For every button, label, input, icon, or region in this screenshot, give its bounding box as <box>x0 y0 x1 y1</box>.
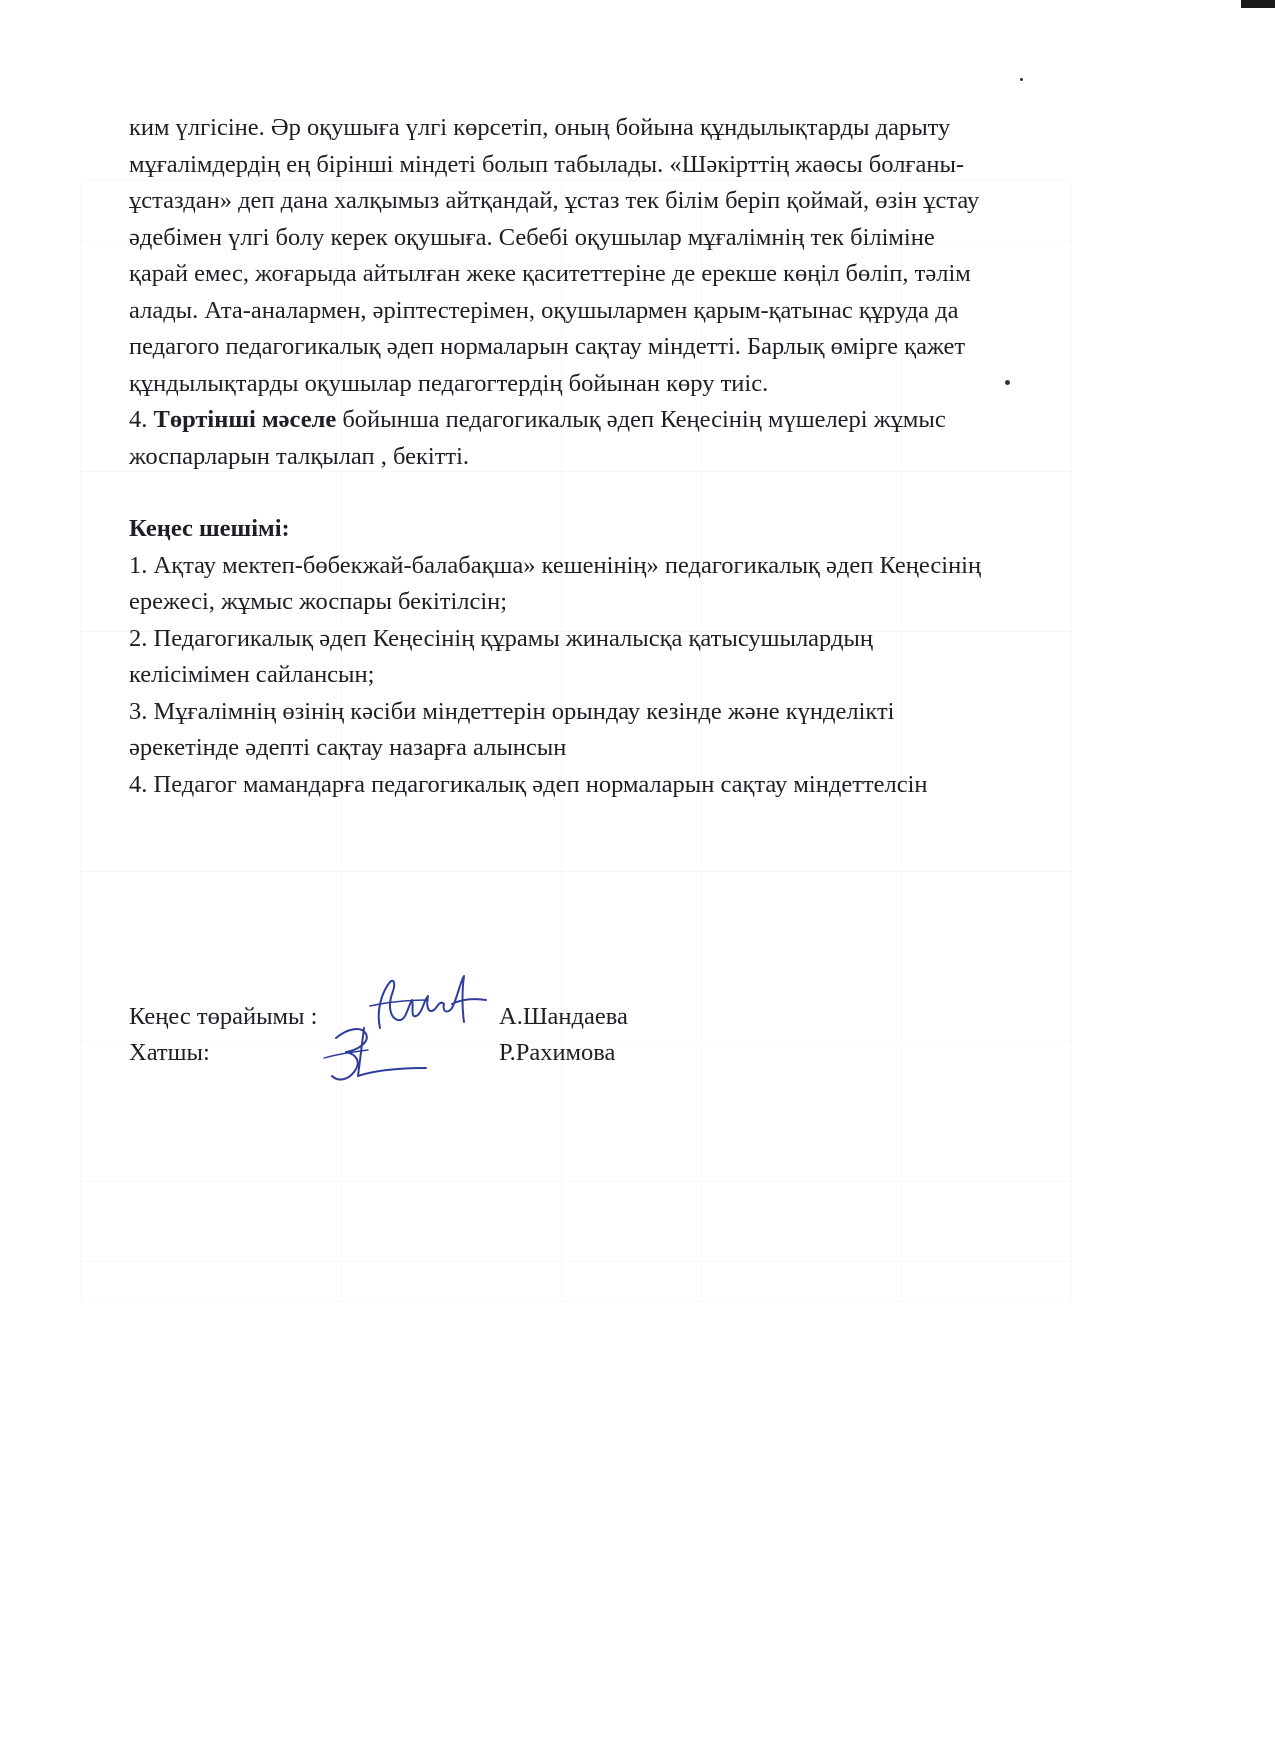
text-line: алады. Ата-аналармен, әріптестерімен, оқушылармен қарым-қатынас құруда да <box>129 296 959 324</box>
item-4-number: 4. <box>129 406 154 433</box>
decision-line: 3. Мұғалімнің өзінің кәсіби міндеттерін орындау кезінде және күнделікті <box>129 697 895 725</box>
item-4-line <box>129 402 1149 439</box>
text-line: әдебімен үлгі болу керек оқушыға. Себебі оқушылар мұғалімнің тек біліміне <box>129 223 935 251</box>
chair-name: А.Шандаева <box>499 1003 628 1030</box>
decision-line: ережесі, жұмыс жоспары бекітілсін; <box>129 588 508 615</box>
item-4-text: бойынша педагогикалық әдеп Кеңесінің мүшелері жұмыс <box>336 406 946 433</box>
decision-line: 4. Педагог мамандарға педагогикалық әдеп нормаларын сақтау міндеттелсін <box>129 770 928 798</box>
decision-line: әрекетінде әдепті сақтау назарға алынсын <box>129 734 567 761</box>
text-line: ұстаздан» деп дана халқымыз айтқандай, ұстаз тек білім беріп қоймай, өзін ұстау <box>129 187 980 214</box>
chair-label: Кеңес төрайымы : <box>129 1003 318 1030</box>
secretary-signature-icon <box>318 1018 438 1088</box>
text-line: құндылықтарды оқушылар педагогтердің бойынан көру тиіс. <box>129 369 769 397</box>
secretary-name: Р.Рахимова <box>499 1039 616 1066</box>
text-line: жоспарларын талқылап , бекітті. <box>129 442 470 470</box>
text-line: ким үлгісіне. Әр оқушыға үлгі көрсетіп, оның бойына құндылықтарды дарыту <box>129 114 951 141</box>
scan-edge-mark <box>1241 0 1275 8</box>
decision-line: 1. Ақтау мектеп-бөбекжай-балабақша» кешенінің» педагогикалық әдеп Кеңесінің <box>129 551 982 579</box>
decision-heading: Кеңес шешімі: <box>129 515 290 542</box>
item-4-bold-title: Төртінші мәселе <box>153 406 337 433</box>
secretary-label: Хатшы: <box>129 1039 210 1066</box>
decision-line: 2. Педагогикалық әдеп Кеңесінің құрамы жиналысқа қатысушылардың <box>129 624 874 652</box>
decision-line: келісімімен сайлансын; <box>129 661 375 688</box>
text-line: қарай емес, жоғарыда айтылған жеке қаситеттеріне де ерекше көңіл бөліп, тәлім <box>129 260 971 287</box>
text-line: педагого педагогикалық әдеп нормаларын сақтау міндетті. Барлық өмірге қажет <box>129 333 966 360</box>
paragraph-spacer <box>129 475 1149 511</box>
main-text <box>129 110 1149 803</box>
text-line: мұғалімдердің ең бірінші міндеті болып табылады. «Шәкірттің жаөсы болғаны- <box>129 150 965 178</box>
scan-speck <box>1005 380 1010 385</box>
scan-speck <box>1020 78 1023 81</box>
